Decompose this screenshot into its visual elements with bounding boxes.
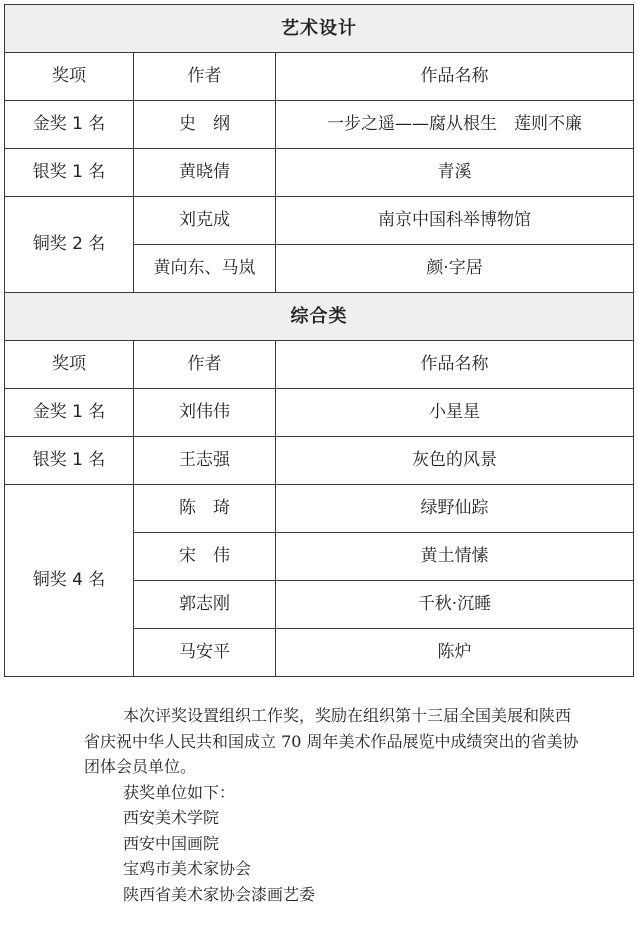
award-cell: 银奖 1 名 [5,437,134,485]
section-title: 艺术设计 [5,5,634,53]
header-author: 作者 [134,341,276,389]
awards-table [4,4,634,677]
section-title-row [5,5,634,53]
award-cell: 铜奖 4 名 [5,485,134,677]
award-cell: 银奖 1 名 [5,149,134,197]
list-item: 宝鸡市美术家协会 [123,859,252,878]
author-cell: 郭志刚 [134,581,276,629]
work-cell: 青溪 [276,149,634,197]
list-title: 获奖单位如下： [123,782,236,802]
section-title: 综合类 [5,293,634,341]
author-cell: 宋 伟 [134,533,276,581]
award-cell: 金奖 1 名 [5,389,134,437]
author-cell: 刘伟伟 [134,389,276,437]
header-award: 奖项 [5,341,134,389]
table-row [5,149,634,197]
header-author: 作者 [134,53,276,101]
intro-paragraph: 本次评奖设置组织工作奖，奖励在组织第十三届全国美展和陕西省庆祝中华人民共和国成立 70 周年美术作品展览中成绩突出的省美协团体会员单位。 [84,706,579,776]
header-award: 奖项 [5,53,134,101]
table-row [5,485,634,533]
list-item: 西安美术学院 [123,808,220,827]
award-notes [84,703,584,907]
author-cell: 马安平 [134,629,276,677]
work-cell: 小星星 [276,389,634,437]
header-work: 作品名称 [276,53,634,101]
table-header-row [5,53,634,101]
author-cell: 黄向东、马岚 [134,245,276,293]
table-row [5,197,634,245]
table-row [5,437,634,485]
work-cell: 千秋·沉睡 [276,581,634,629]
work-cell: 绿野仙踪 [276,485,634,533]
work-cell: 一步之遥——腐从根生 莲则不廉 [276,101,634,149]
author-cell: 陈 琦 [134,485,276,533]
work-cell: 南京中国科举博物馆 [276,197,634,245]
work-cell: 颜·字居 [276,245,634,293]
list-item: 陕西省美术家协会漆画艺委 [123,884,316,904]
author-cell: 史 纲 [134,101,276,149]
author-cell: 刘克成 [134,197,276,245]
table-row [5,101,634,149]
header-work: 作品名称 [276,341,634,389]
author-cell: 黄晓倩 [134,149,276,197]
table-header-row [5,341,634,389]
work-cell: 黄土情愫 [276,533,634,581]
work-cell: 陈炉 [276,629,634,677]
work-cell: 灰色的风景 [276,437,634,485]
section-title-row [5,293,634,341]
table-row [5,389,634,437]
award-cell: 铜奖 2 名 [5,197,134,293]
list-item: 西安中国画院 [123,833,220,853]
author-cell: 王志强 [134,437,276,485]
award-cell: 金奖 1 名 [5,101,134,149]
